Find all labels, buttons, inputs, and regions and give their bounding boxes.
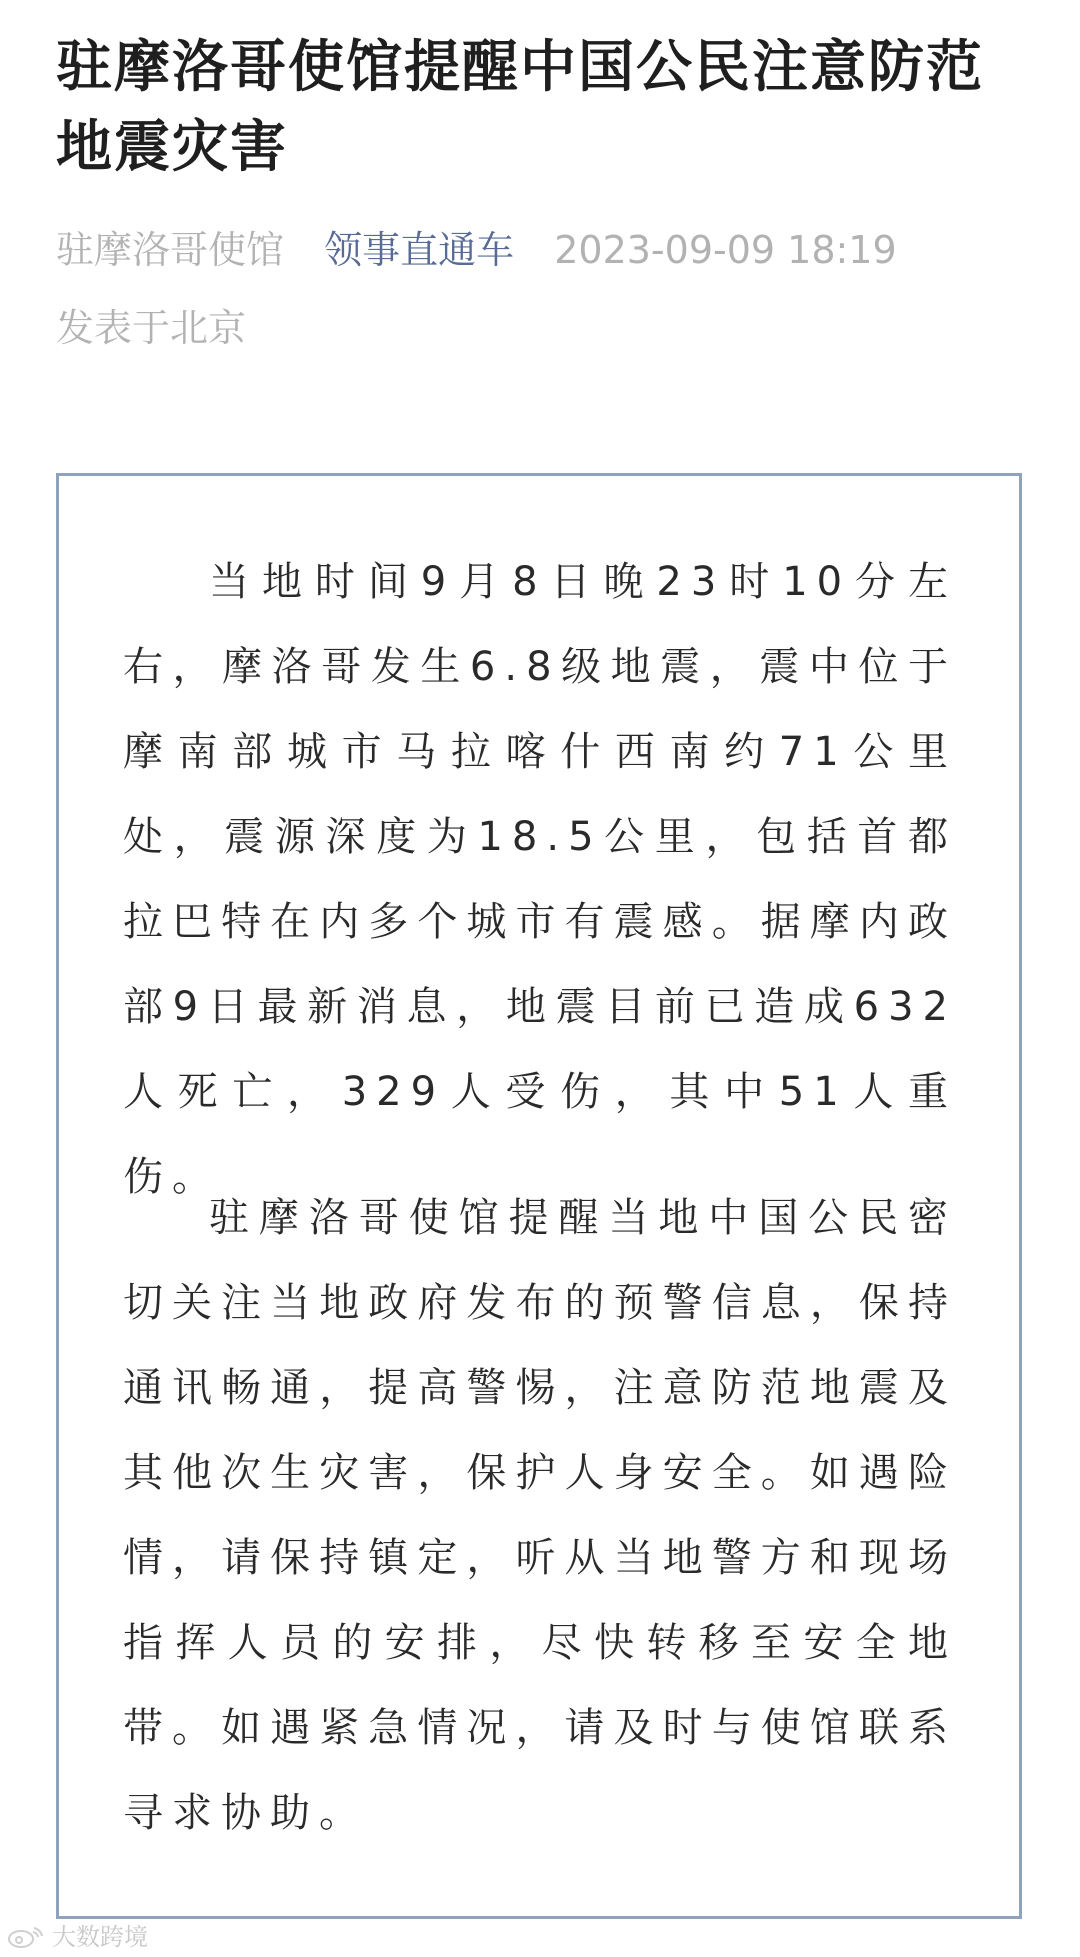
- article-paragraph-1: 当地时间9月8日晚23时10分左右，摩洛哥发生6.8级地震，震中位于摩南部城市马拉喀什西南约71公里处，震源深度为18.5公里，包括首都拉巴特在内多个城市有震感。据摩内政部9日最新消息，地震目前已造成632人死亡，329人受伤，其中51人重伤。: [123, 559, 957, 1200]
- article-title: 驻摩洛哥使馆提醒中国公民注意防范地震灾害: [56, 35, 984, 180]
- weibo-logo-icon: [6, 1924, 46, 1950]
- publish-time: 2023-09-09 18:19: [554, 228, 897, 272]
- watermark: [6, 1922, 148, 1952]
- account-link[interactable]: 领事直通车: [324, 228, 515, 272]
- article-paragraph-2: 驻摩洛哥使馆提醒当地中国公民密切关注当地政府发布的预警信息，保持通讯畅通，提高警惕，注意防范地震及其他次生灾害，保护人身安全。如遇险情，请保持镇定，听从当地警方和现场指挥人员的安排，尽快转移至安全地带。如遇紧急情况，请及时与使馆联系寻求协助。: [123, 1195, 957, 1836]
- article-content-frame: [56, 473, 1022, 1919]
- publish-location: 发表于北京: [56, 306, 247, 350]
- watermark-text: 大数跨境: [52, 1923, 148, 1951]
- author-name: 驻摩洛哥使馆: [56, 228, 285, 272]
- article-meta: [56, 224, 925, 276]
